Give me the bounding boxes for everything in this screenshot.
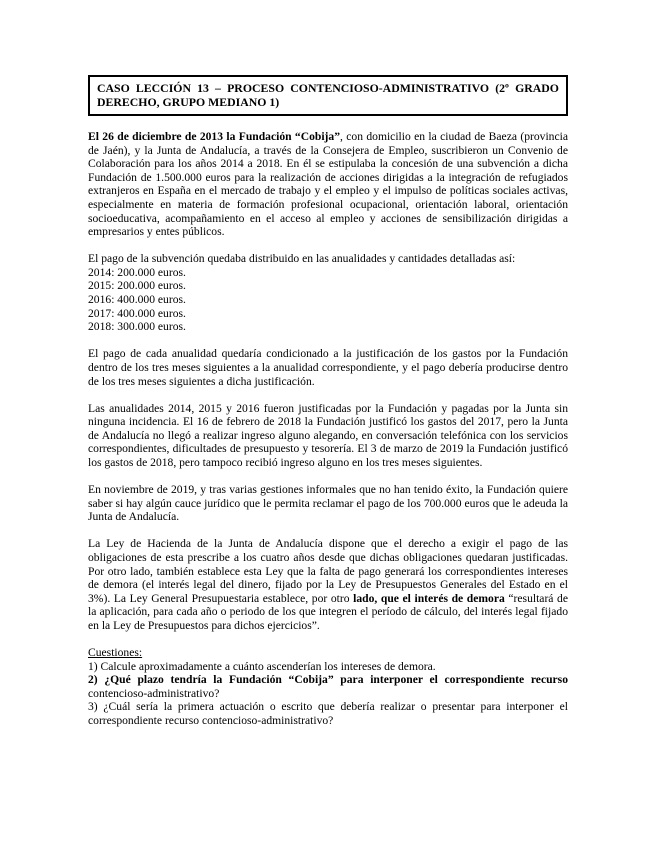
paragraph-justificaciones-line-1 — [88, 401, 571, 470]
block-cuestiones-line-2 — [88, 660, 568, 674]
text-run: 2018: 300.000 euros. — [88, 320, 186, 334]
paragraph-convenio-line-1 — [88, 130, 571, 239]
block-anualidades-line-4 — [88, 293, 568, 307]
block-anualidades-line-6 — [88, 320, 568, 334]
text-run: , con domicilio en la ciudad de Baeza (provincia de Jaén), y la Junta de Andalucía, a través de la Consejera de Empleo, suscribieron un Convenio de Colaboración para los años 2014 a 2018. En él se estipulaba la concesión de una subvención a dicha Fundación de 1.500.000 euros para la realización de acciones dirigidas a la integración de refugiados extranjeros en España en el mercado de trabajo y el empleo y el impulso de políticas sociales activas, especialmente en materia de formación profesional ocupacional, orientación laboral, orientación socioeducativa, acompañamiento en el acceso al empleo y acciones de sensibilización dirigidas a empresarios y entes públicos. — [88, 130, 571, 239]
text-run: 2015: 200.000 euros. — [88, 279, 186, 293]
block-anualidades-line-3 — [88, 279, 568, 293]
text-run: lado, que el interés de demora — [353, 591, 505, 605]
text-run: Las anualidades 2014, 2015 y 2016 fueron justificadas por la Fundación y pagadas por la Junta sin ninguna incidencia. El 16 de febrero de 2018 la Fundación justificó los gastos del 2017, pero la Junta de Andalucía no llegó a realizar ingreso alguno alegando, en conversación telefónica con los servicios correspondientes, dificultades de presupuesto y tesorería. El 3 de marzo de 2019 la Fundación justificó los gastos de 2018, pero tampoco recibió ingreso alguno en los tres meses siguientes. — [88, 401, 571, 469]
block-cuestiones-line-1 — [88, 646, 568, 660]
text-run: 2) ¿Qué plazo tendría la Fundación “Cobija” para interponer el correspondiente recurso — [88, 673, 568, 687]
paragraph-justificaciones — [88, 401, 571, 470]
block-anualidades-line-1 — [88, 252, 568, 266]
block-cuestiones-line-4 — [88, 700, 571, 727]
paragraph-ley-hacienda-line-1 — [88, 537, 571, 632]
block-anualidades-line-5 — [88, 307, 568, 321]
paragraph-convenio — [88, 130, 571, 239]
text-run: 2014: 200.000 euros. — [88, 265, 186, 279]
paragraph-reclamacion-line-1 — [88, 483, 571, 524]
text-run: contencioso-administrativo? — [88, 673, 571, 700]
paragraph-condiciones-pago-line-1 — [88, 347, 571, 388]
text-run: La Ley de Hacienda de la Junta de Andalucía dispone que el derecho a exigir el pago de las obligaciones de esta prescribe a los cuatro años desde que dichas obligaciones quedaran justificadas. Por otro lado, también establece esta Ley que la falta de pago generará los correspondientes intereses de demora (el interés legal del dinero, fijado por la Ley de Presupuestos Generales del Estado en el 3%). La Ley General Presupuestaria establece, por otro — [88, 537, 571, 605]
case-title: CASO LECCIÓN 13 – PROCESO CONTENCIOSO-ADMINISTRATIVO (2º GRADO DERECHO, GRUPO MEDIANO 1) — [97, 81, 559, 109]
block-anualidades — [88, 252, 568, 334]
block-cuestiones — [88, 646, 571, 728]
document-body — [88, 130, 571, 728]
text-run: 1) Calcule aproximadamente a cuánto ascenderían los intereses de demora. — [88, 659, 436, 673]
paragraph-ley-hacienda — [88, 537, 571, 632]
paragraph-condiciones-pago — [88, 347, 571, 388]
text-run: 2016: 400.000 euros. — [88, 293, 186, 307]
paragraph-reclamacion — [88, 483, 571, 524]
block-anualidades-line-2 — [88, 266, 568, 280]
text-run: El pago de la subvención quedaba distribuido en las anualidades y cantidades detalladas así: — [88, 252, 516, 266]
text-run: Cuestiones: — [88, 646, 143, 659]
text-run: 2017: 400.000 euros. — [88, 306, 186, 320]
text-run: En noviembre de 2019, y tras varias gestiones informales que no han tenido éxito, la Fundación quiere saber si hay algún cauce jurídico que le permita reclamar el pago de los 700.000 euros que le adeuda la Junta de Andalucía. — [88, 483, 571, 524]
text-run: 3) ¿Cuál sería la primera actuación o escrito que debería realizar o presentar para interponer el correspondiente recurso contencioso-administrativo? — [88, 700, 571, 727]
text-run: El pago de cada anualidad quedaría condicionado a la justificación de los gastos por la Fundación dentro de los tres meses siguientes a la anualidad correspondiente, y el pago debería producirse dentro de los tres meses siguientes a dicha justificación. — [88, 347, 571, 388]
case-title-box — [88, 75, 568, 116]
text-run: El 26 de diciembre de 2013 la Fundación “Cobija” — [88, 130, 341, 143]
block-cuestiones-line-3 — [88, 673, 571, 700]
text-run: “resultará de la aplicación, para cada año o periodo de los que integren el período de cálculo, del interés legal fijado en la Ley de Presupuestos para dichos ejercicios”. — [88, 591, 571, 632]
